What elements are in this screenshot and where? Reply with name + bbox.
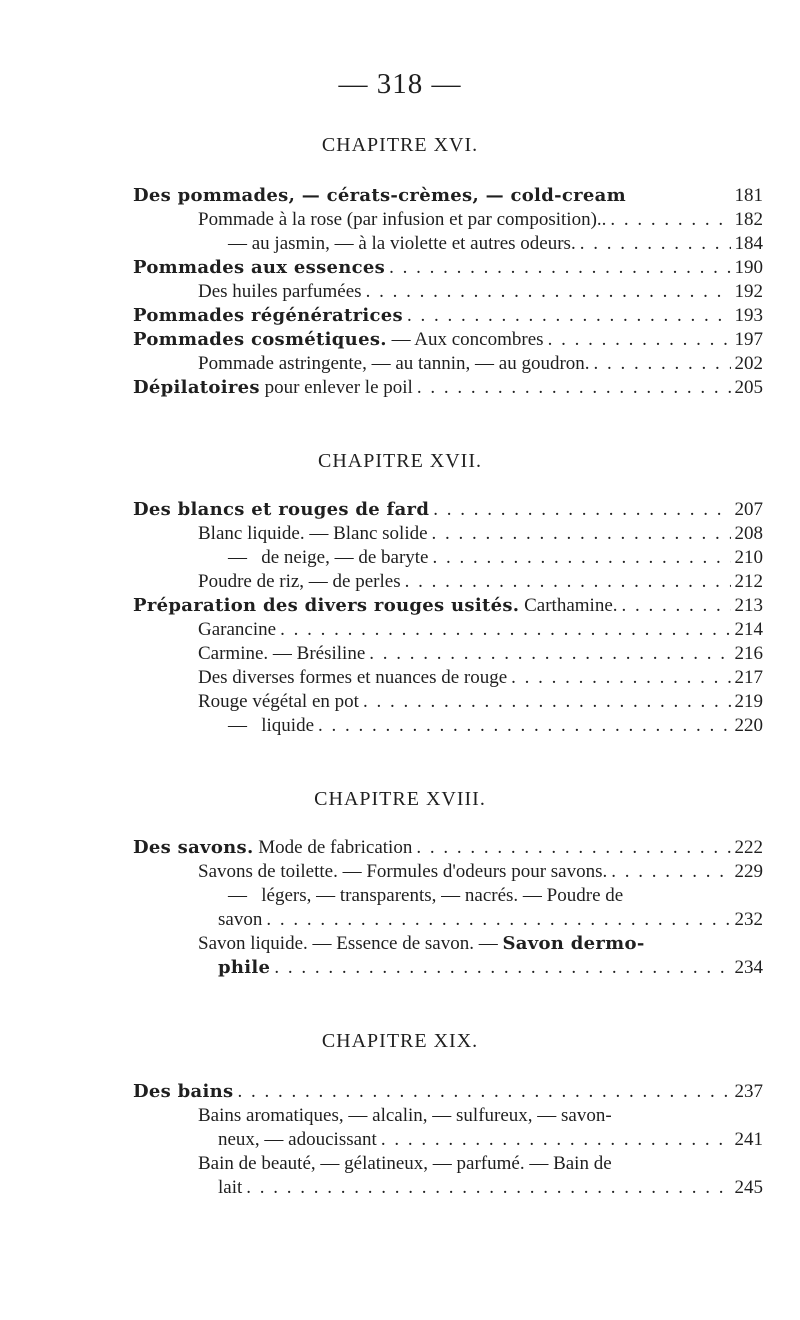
dot-leader <box>611 860 730 884</box>
entry-page: 192 <box>734 281 763 302</box>
toc-entry <box>133 376 763 400</box>
toc-entry <box>198 1104 763 1128</box>
entry-page: 210 <box>734 547 763 568</box>
entry-bold-title: phile <box>218 957 271 978</box>
entry-text: Poudre de riz, — de perles <box>198 571 401 592</box>
entry-bold-title: Des blancs et rouges de fard <box>133 499 430 520</box>
entry-text: Savon liquide. — Essence de savon. — <box>198 933 503 954</box>
toc-entry <box>218 1176 763 1200</box>
entry-text: Bain de beauté, — gélatineux, — parfumé. — Bain de <box>198 1153 612 1174</box>
toc-entry <box>198 666 763 690</box>
entry-text: Des diverses formes et nuances de rouge <box>198 667 508 688</box>
entry-page: 190 <box>734 257 763 278</box>
toc-entry <box>133 594 763 618</box>
toc-entry <box>198 570 763 594</box>
dot-leader <box>580 232 731 256</box>
entry-text: Carmine. — Brésiline <box>198 643 366 664</box>
entry-text: Carthamine. <box>519 595 618 616</box>
toc-entry <box>218 908 763 932</box>
entry-text: Garancine <box>198 619 277 640</box>
dot-leader <box>366 280 731 304</box>
entry-page: 219 <box>734 691 763 712</box>
entry-page: 241 <box>734 1129 763 1150</box>
entry-text: savon <box>218 909 263 930</box>
entry-page: 207 <box>734 499 763 520</box>
entry-page: 182 <box>734 209 763 230</box>
toc-entry <box>198 860 763 884</box>
entry-page: 217 <box>734 667 763 688</box>
entry-text: — au jasmin, — à la violette et autres odeurs. <box>228 233 576 254</box>
dot-leader <box>432 546 730 570</box>
toc-entry <box>133 1080 763 1104</box>
entry-page: 220 <box>734 715 763 736</box>
entry-text: Blanc liquide. — Blanc solide <box>198 523 428 544</box>
entry-text: Pommade à la rose (par infusion et par composition).. <box>198 209 607 230</box>
entry-text: — liquide <box>228 715 315 736</box>
dot-leader <box>594 352 731 376</box>
entry-text: Rouge végétal en pot <box>198 691 359 712</box>
toc-entry <box>198 1152 763 1176</box>
toc-entry <box>133 184 763 208</box>
toc-entry <box>133 256 763 280</box>
entry-text: — de neige, — de baryte <box>228 547 429 568</box>
page-number: — 318 — <box>338 68 462 100</box>
toc-entry <box>133 304 763 328</box>
dot-leader <box>407 304 731 328</box>
entry-page: 216 <box>734 643 763 664</box>
entry-text: — Aux concombres <box>386 329 544 350</box>
dot-leader <box>389 256 730 280</box>
toc-entry <box>218 1128 763 1152</box>
toc-entry <box>218 956 763 980</box>
entry-text: pour enlever le poil <box>259 377 413 398</box>
chapter-heading: CHAPITRE XVIII. <box>314 788 486 810</box>
entry-bold-title: Des pommades, — cérats-crèmes, — cold-cream <box>133 185 626 206</box>
dot-leader <box>318 714 730 738</box>
entry-page: 181 <box>734 185 763 206</box>
entry-page: 237 <box>734 1081 763 1102</box>
dot-leader <box>432 522 731 546</box>
dot-leader <box>266 908 730 932</box>
entry-bold-title: Des bains <box>133 1081 234 1102</box>
dot-leader <box>511 666 730 690</box>
toc-entry <box>198 618 763 642</box>
entry-bold-title: Des savons. <box>133 837 254 858</box>
dot-leader <box>369 642 730 666</box>
entry-page: 232 <box>734 909 763 930</box>
toc-entry <box>228 714 763 738</box>
dot-leader <box>416 836 730 860</box>
dot-leader <box>433 498 730 522</box>
entry-page: 245 <box>734 1177 763 1198</box>
entry-page: 193 <box>734 305 763 326</box>
entry-page: 208 <box>734 523 763 544</box>
entry-page: 197 <box>734 329 763 350</box>
toc-entry <box>198 352 763 376</box>
dot-leader <box>246 1176 730 1200</box>
toc-entry <box>198 522 763 546</box>
entry-page: 222 <box>734 837 763 858</box>
entry-page: 229 <box>734 861 763 882</box>
entry-text: neux, — adoucissant <box>218 1129 377 1150</box>
chapter-heading: CHAPITRE XVII. <box>318 450 482 472</box>
entry-bold-title: Dépilatoires <box>133 377 260 398</box>
entry-text: Bains aromatiques, — alcalin, — sulfureux, — savon- <box>198 1105 612 1126</box>
dot-leader <box>622 594 731 618</box>
toc-entry <box>228 232 763 256</box>
dot-leader <box>237 1080 730 1104</box>
entry-text: Des huiles parfumées <box>198 281 362 302</box>
entry-text: lait <box>218 1177 243 1198</box>
entry-text: Pommade astringente, — au tannin, — au goudron. <box>198 353 590 374</box>
entry-bold-title: Savon dermo- <box>502 933 645 954</box>
dot-leader <box>548 328 731 352</box>
dot-leader <box>274 956 730 980</box>
entry-bold-title: Pommades régénératrices <box>133 305 403 326</box>
toc-entry <box>133 836 763 860</box>
entry-text: — légers, — transparents, — nacrés. — Poudre de <box>228 885 624 906</box>
entry-page: 212 <box>734 571 763 592</box>
toc-entry <box>198 690 763 714</box>
entry-page: 214 <box>734 619 763 640</box>
chapter-heading: CHAPITRE XIX. <box>321 1030 479 1052</box>
toc-entry <box>198 280 763 304</box>
entry-text: Mode de fabrication <box>253 837 413 858</box>
entry-bold-title: Pommades cosmétiques. <box>133 329 387 350</box>
dot-leader <box>363 690 731 714</box>
toc-entry <box>198 932 763 956</box>
dot-leader <box>610 208 730 232</box>
dot-leader <box>417 376 731 400</box>
chapter-heading: CHAPITRE XVI. <box>321 134 479 156</box>
entry-bold-title: Préparation des divers rouges usités. <box>133 595 520 616</box>
dot-leader <box>381 1128 731 1152</box>
toc-entry <box>133 328 763 352</box>
toc-entry <box>198 208 763 232</box>
entry-text: Savons de toilette. — Formules d'odeurs pour savons. <box>198 861 608 882</box>
toc-entry <box>198 642 763 666</box>
entry-page: 184 <box>734 233 763 254</box>
toc-entry <box>228 546 763 570</box>
entry-page: 213 <box>734 595 763 616</box>
entry-bold-title: Pommades aux essences <box>133 257 386 278</box>
entry-page: 234 <box>734 957 763 978</box>
entry-page: 205 <box>734 377 763 398</box>
entry-page: 202 <box>734 353 763 374</box>
toc-entry <box>133 498 763 522</box>
dot-leader <box>405 570 731 594</box>
toc-entry <box>228 884 763 908</box>
dot-leader <box>280 618 730 642</box>
